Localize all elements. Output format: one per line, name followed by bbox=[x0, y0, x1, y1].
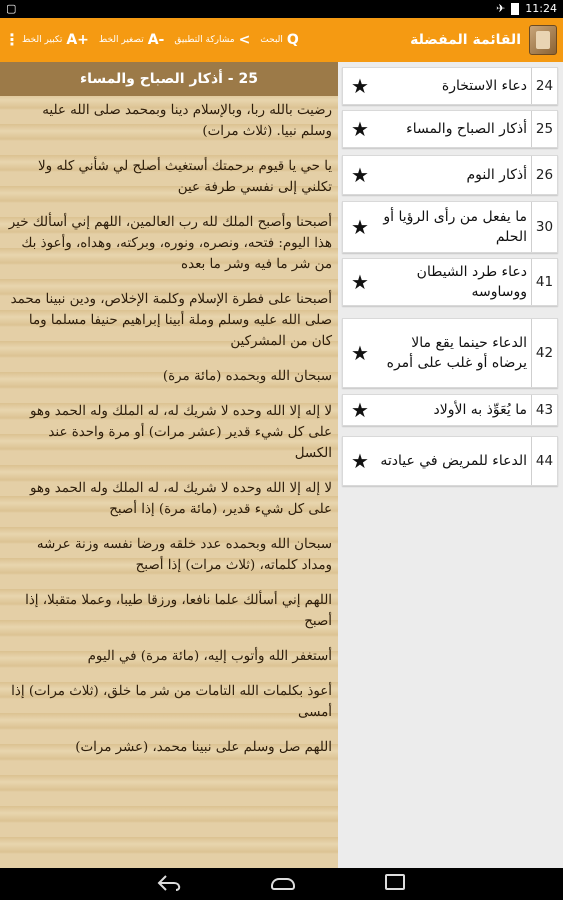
home-button[interactable] bbox=[271, 874, 295, 890]
notification-icon: ▢ bbox=[6, 2, 17, 15]
dhikr-paragraph: لا إله إلا الله وحده لا شريك له، له الملك وله الحمد وهو على كل شيء قدير، (مائة مرة) إذا أصبح bbox=[30, 481, 332, 517]
item-number: 25 bbox=[531, 111, 557, 147]
share-app-button[interactable] bbox=[174, 33, 250, 47]
item-title: دعاء طرد الشيطان ووساوسه bbox=[416, 264, 527, 300]
content-header: 25 - أذكار الصباح والمساء bbox=[0, 62, 338, 96]
list-item[interactable] bbox=[342, 201, 558, 253]
dhikr-paragraph: يا حي يا قيوم برحمتك أستغيث أصلح لي شأني كله ولا تكلني إلى نفسي طرفة عين bbox=[37, 159, 332, 195]
status-left bbox=[6, 2, 18, 14]
font-decrease-button[interactable] bbox=[99, 33, 164, 47]
dhikr-paragraph: أصبحنا وأصبح الملك لله رب العالمين، اللهم إني أسألك خير هذا اليوم: فتحه، ونصره، ونوره، وبركته، وهداه، وأعوذ بك من شر ما فيه وشر ما بعده bbox=[8, 215, 332, 272]
list-item[interactable] bbox=[342, 67, 558, 105]
favorites-list bbox=[338, 62, 563, 868]
airplane-icon: ✈ bbox=[496, 1, 506, 15]
action-bar bbox=[0, 18, 563, 62]
font-increase-label: تكبير الخط bbox=[22, 35, 63, 45]
share-app-label: مشاركة التطبيق bbox=[174, 35, 235, 45]
item-number: 41 bbox=[531, 259, 557, 305]
list-item[interactable] bbox=[342, 436, 558, 486]
font-decrease-icon: A- bbox=[147, 32, 165, 48]
item-title: الدعاء حينما يقع مالا يرضاه أو غلب على أمره bbox=[386, 335, 527, 371]
dhikr-paragraph: اللهم صل وسلم على نبينا محمد، (عشر مرات) bbox=[75, 740, 332, 755]
dhikr-paragraph: أستغفر الله وأتوب إليه، (مائة مرة) في اليوم bbox=[87, 649, 332, 664]
item-title: ما يفعل من رأى الرؤيا أو الحلم bbox=[383, 209, 527, 245]
item-number: 26 bbox=[531, 156, 557, 194]
back-arrow-icon bbox=[156, 874, 184, 892]
search-icon: Q bbox=[286, 32, 299, 48]
font-increase-button[interactable] bbox=[22, 33, 89, 47]
status-bar bbox=[0, 0, 563, 18]
item-number: 44 bbox=[531, 437, 557, 485]
search-label: البحث bbox=[260, 35, 283, 45]
dhikr-paragraph: رضيت بالله ربا، وبالإسلام دينا وبمحمد صلى الله عليه وسلم نبيا. (ثلاث مرات) bbox=[42, 103, 332, 139]
status-right bbox=[496, 2, 557, 15]
item-number: 43 bbox=[531, 395, 557, 425]
item-number: 30 bbox=[531, 202, 557, 252]
dhikr-content-panel[interactable] bbox=[0, 62, 338, 868]
list-item[interactable] bbox=[342, 258, 558, 306]
item-number: 42 bbox=[531, 319, 557, 387]
list-item[interactable] bbox=[342, 110, 558, 148]
item-title: دعاء الاستخارة bbox=[441, 78, 527, 94]
font-increase-icon: A+ bbox=[66, 32, 89, 48]
back-button[interactable] bbox=[156, 874, 184, 897]
recents-icon bbox=[385, 874, 405, 890]
item-title: الدعاء للمريض في عيادته bbox=[380, 453, 527, 469]
star-icon[interactable]: ★ bbox=[351, 270, 369, 294]
paragraph-list bbox=[0, 96, 338, 772]
star-icon[interactable]: ★ bbox=[351, 74, 369, 98]
item-title: ما يُعَوِّذ به الأولاد bbox=[433, 402, 527, 418]
recents-button[interactable] bbox=[385, 874, 405, 890]
dhikr-paragraph: اللهم إني أسألك علما نافعا، ورزقا طيبا، وعملا متقبلا، إذا أصبح bbox=[25, 593, 332, 629]
item-title: أذكار النوم bbox=[466, 167, 527, 183]
battery-icon bbox=[511, 3, 519, 15]
star-icon[interactable]: ★ bbox=[351, 163, 369, 187]
list-item[interactable] bbox=[342, 155, 558, 195]
dhikr-paragraph: سبحان الله وبحمده عدد خلقه ورضا نفسه وزنة عرشه ومداد كلماته، (ثلاث مرات) إذا أصبح bbox=[36, 537, 332, 573]
item-title: أذكار الصباح والمساء bbox=[406, 121, 527, 137]
action-bar-actions bbox=[4, 18, 299, 62]
star-icon[interactable]: ★ bbox=[351, 341, 369, 365]
share-icon: < bbox=[238, 32, 251, 48]
dhikr-paragraph: سبحان الله وبحمده (مائة مرة) bbox=[162, 369, 332, 384]
dhikr-paragraph: لا إله إلا الله وحده لا شريك له، له الملك وله الحمد وهو على كل شيء قدير (عشر مرات) أو مرة واحدة عند الكسل bbox=[30, 404, 332, 461]
star-icon[interactable]: ★ bbox=[351, 117, 369, 141]
overflow-menu-icon[interactable]: ⋮ bbox=[4, 30, 20, 49]
home-icon bbox=[271, 878, 295, 890]
list-item[interactable] bbox=[342, 394, 558, 426]
app-book-icon bbox=[529, 25, 557, 55]
star-icon[interactable]: ★ bbox=[351, 449, 369, 473]
font-decrease-label: تصغير الخط bbox=[98, 35, 144, 45]
app-title-area[interactable] bbox=[397, 24, 557, 56]
dhikr-paragraph: أعوذ بكلمات الله التامات من شر ما خلق، (ثلاث مرات) إذا أمسى bbox=[11, 684, 332, 720]
list-item[interactable] bbox=[342, 318, 558, 388]
item-number: 24 bbox=[531, 68, 557, 104]
star-icon[interactable]: ★ bbox=[351, 215, 369, 239]
star-icon[interactable]: ★ bbox=[351, 398, 369, 422]
navigation-bar bbox=[0, 868, 563, 900]
search-button[interactable] bbox=[260, 33, 299, 47]
status-time: 11:24 bbox=[525, 2, 557, 15]
dhikr-paragraph: أصبحنا على فطرة الإسلام وكلمة الإخلاص، ودين نبينا محمد صلى الله عليه وسلم وملة أبينا إبراهيم حنيفا مسلما وما كان من المشركين bbox=[10, 292, 332, 349]
app-title: القائمة المفضلة bbox=[410, 32, 521, 48]
